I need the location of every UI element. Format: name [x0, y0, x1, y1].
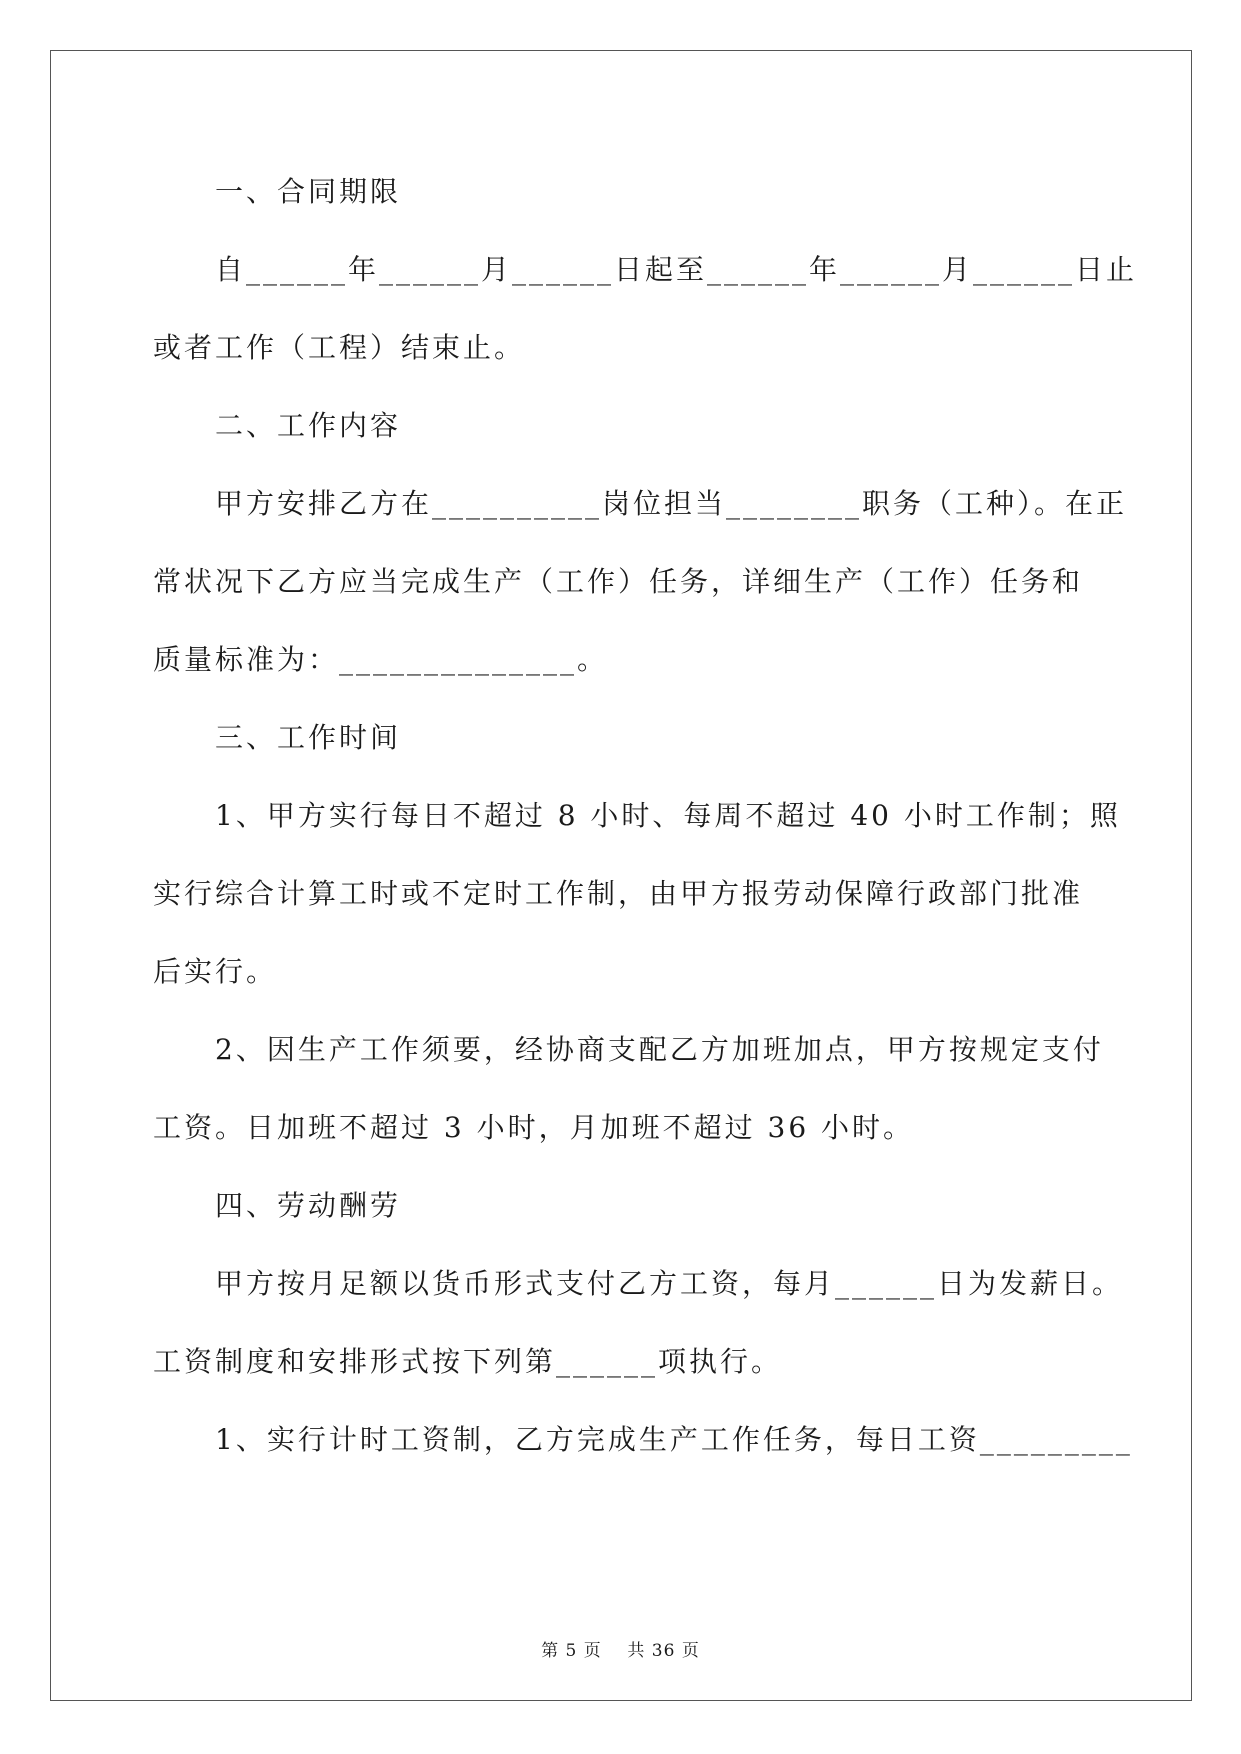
paragraph-line: 常状况下乙方应当完成生产（工作）任务，详细生产（工作）任务和: [153, 565, 1084, 598]
paragraph-line: 工资。日加班不超过 3 小时，月加班不超过 36 小时。: [153, 1111, 915, 1144]
page-footer: [0, 1636, 1241, 1661]
document-body: [153, 165, 1138, 1491]
paragraph-line: 质量标准为：______________。: [153, 643, 609, 676]
paragraph-line: 实行综合计算工时或不定时工作制，由甲方报劳动保障行政部门批准: [153, 877, 1084, 910]
section-heading-contract-term: 一、合同期限: [215, 175, 402, 208]
paragraph-line: 2、因生产工作须要，经协商支配乙方加班加点，甲方按规定支付: [215, 1033, 1104, 1066]
paragraph-line: 或者工作（工程）结束止。: [153, 331, 526, 364]
section-heading-remuneration: 四、劳动酬劳: [215, 1189, 402, 1222]
page-total: 共 36 页: [627, 1641, 700, 1661]
page-number: 第 5 页: [541, 1641, 602, 1661]
paragraph-line: 1、实行计时工资制，乙方完成生产工作任务，每日工资_________: [215, 1423, 1133, 1456]
section-heading-work-content: 二、工作内容: [215, 409, 402, 442]
paragraph-line: 自______年______月______日起至______年______月______日止: [215, 253, 1138, 286]
paragraph-line: 工资制度和安排形式按下列第______项执行。: [153, 1345, 783, 1378]
paragraph-line: 后实行。: [153, 955, 278, 988]
paragraph-line: 甲方按月足额以货币形式支付乙方工资，每月______日为发薪日。: [215, 1267, 1124, 1300]
paragraph-line: 甲方安排乙方在__________岗位担当________职务（工种）。在正: [215, 487, 1128, 520]
section-heading-work-hours: 三、工作时间: [215, 721, 402, 754]
paragraph-line: 1、甲方实行每日不超过 8 小时、每周不超过 40 小时工作制；照: [215, 799, 1121, 832]
